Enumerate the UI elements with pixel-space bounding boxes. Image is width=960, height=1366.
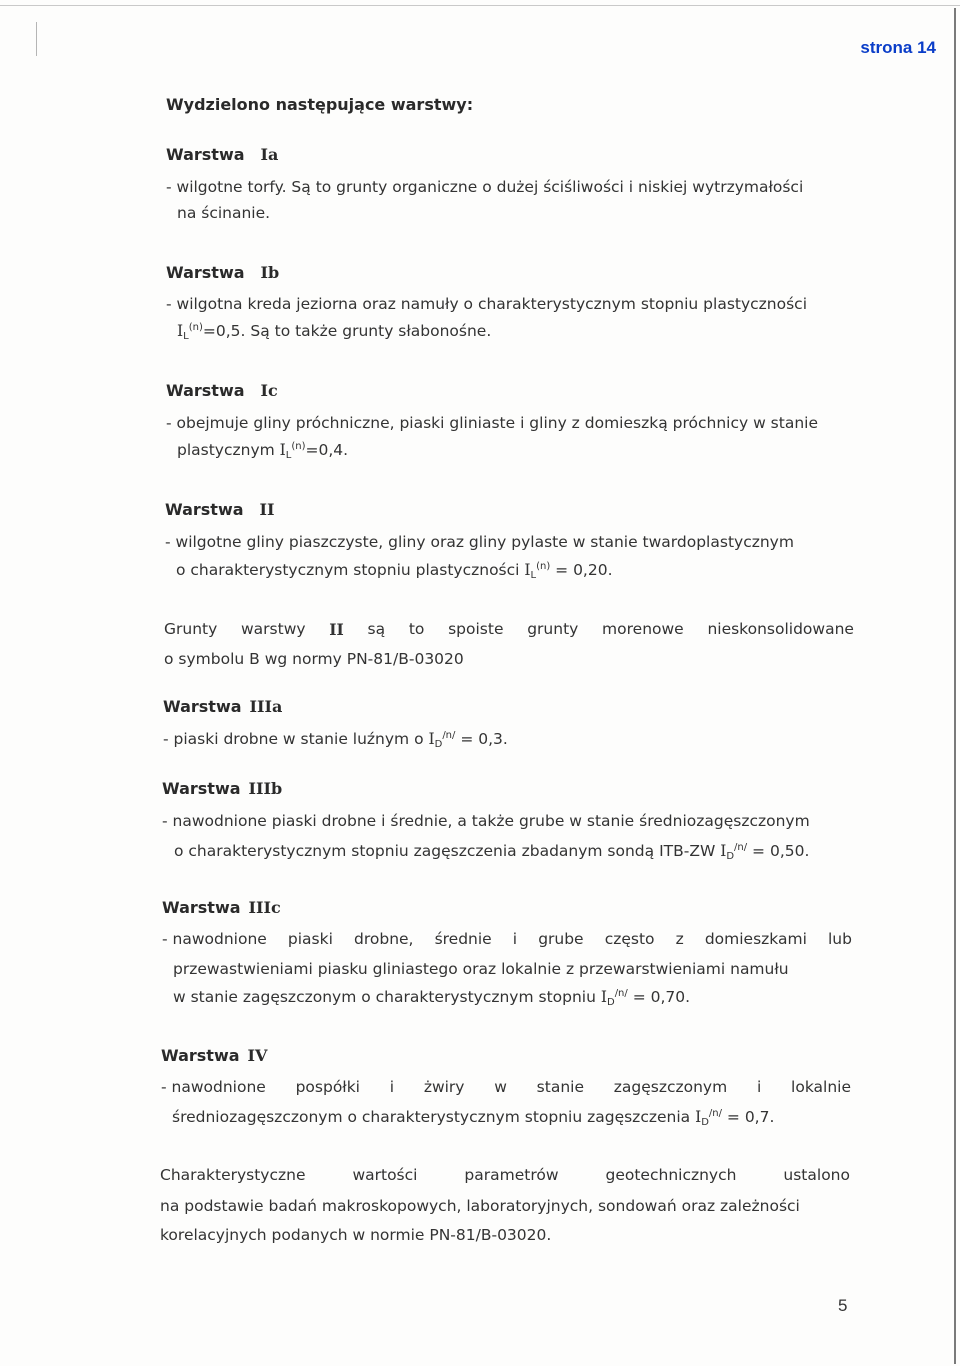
section-ic-line-1: - obejmuje gliny próchniczne, piaski gliniaste i gliny z domieszką próchnicy w stanie: [166, 414, 818, 432]
section-heading-ia: [166, 145, 278, 164]
density-index-formula: $I_D^{/n/}$: [428, 730, 456, 750]
summary-line-1: Charakterystyczne wartości parametrów geotechnicznych ustalono: [160, 1166, 850, 1184]
section-heading-iv: [161, 1046, 267, 1065]
plasticity-index-formula: $I_L^{(n)}$: [279, 441, 306, 461]
grunty-paragraph-line-1: Grunty warstwy II są to spoiste grunty morenowe nieskonsolidowane: [164, 620, 854, 639]
section-iiia-line-1: - piaski drobne w stanie luźnym o $I_D^{/n/} = 0,3$.: [163, 730, 508, 750]
section-heading-iiic: [162, 898, 281, 917]
page-right-border: [954, 8, 956, 1364]
section-iv-line-2: średniozagęszczonym o charakterystycznym stopniu zagęszczenia $I_D^{/n/} = 0,7$.: [172, 1108, 775, 1128]
section-iv-line-1: - nawodnione pospółki i żwiry w stanie zagęszczonym i lokalnie: [161, 1078, 851, 1096]
section-ib-line-2: $I_L^{(n)}=0,5$. Są to także grunty słabonośne.: [177, 322, 492, 342]
summary-line-2: na podstawie badań makroskopowych, laboratoryjnych, sondowań oraz zależności: [160, 1197, 800, 1215]
section-heading-ib: [166, 263, 279, 282]
heading-label: Warstwa: [162, 898, 241, 917]
heading-roman: IIIa: [249, 697, 283, 716]
heading-label: Warstwa: [166, 381, 245, 400]
section-heading-ii: [165, 500, 274, 519]
section-iiib-line-2: o charakterystycznym stopniu zagęszczenia zbadanym sondą ITB-ZW $I_D^{/n/} = 0,50$.: [174, 842, 810, 862]
density-index-formula: $I_D^{/n/}$: [695, 1108, 722, 1128]
heading-label: Warstwa: [161, 1046, 240, 1065]
heading-roman: Ib: [260, 263, 280, 282]
heading-roman: Ia: [260, 145, 279, 164]
page-number: 5: [838, 1296, 848, 1315]
heading-roman: Ic: [260, 381, 278, 400]
section-iiic-line-2: przewastwieniami piasku gliniastego oraz lokalnie z przewarstwieniami namułu: [173, 960, 789, 978]
heading-label: Warstwa: [166, 145, 245, 164]
heading-label: Warstwa: [162, 779, 241, 798]
section-heading-ic: [166, 381, 278, 400]
section-iiic-line-1: - nawodnione piaski drobne, średnie i grube często z domieszkami lub: [162, 930, 852, 948]
section-heading-iiib: [162, 779, 282, 798]
density-index-formula: $I_D^{/n/}$: [720, 842, 748, 862]
heading-roman: IIIc: [248, 898, 281, 917]
section-ic-line-2: plastycznym $I_L^{(n)}=0,4$.: [177, 441, 349, 461]
document-title: Wydzielono następujące warstwy:: [166, 95, 474, 114]
heading-label: Warstwa: [165, 500, 244, 519]
plasticity-index-formula: $I_L^{(n)}$: [524, 561, 551, 581]
heading-roman: II: [259, 500, 275, 519]
heading-label: Warstwa: [166, 263, 245, 282]
section-ia-line-2: na ścinanie.: [177, 204, 271, 222]
section-iiib-line-1: - nawodnione piaski drobne i średnie, a także grube w stanie średniozagęszczonym: [162, 812, 810, 830]
section-ii-line-1: - wilgotne gliny piaszczyste, gliny oraz gliny pylaste w stanie twardoplastycznym: [165, 533, 794, 551]
section-iiic-line-3: w stanie zagęszczonym o charakterystycznym stopniu $I_D^{/n/} = 0,70$.: [173, 988, 691, 1008]
heading-roman: IIIb: [248, 779, 283, 798]
grunty-paragraph-line-2: o symbolu B wg normy PN-81/B-03020: [164, 650, 464, 668]
scan-mark: [36, 22, 37, 56]
section-ib-line-1: - wilgotna kreda jeziorna oraz namuły o charakterystycznym stopniu plastyczności: [166, 295, 808, 313]
section-ia-line-1: - wilgotne torfy. Są to grunty organiczne o dużej ściśliwości i niskiej wytrzymałości: [166, 178, 804, 196]
plasticity-index-formula: $I_L^{(n)}$: [177, 322, 203, 342]
page-top-border: [0, 5, 960, 6]
section-heading-iiia: [163, 697, 282, 716]
heading-roman: IV: [247, 1046, 268, 1065]
section-ii-line-2: o charakterystycznym stopniu plastyczności $I_L^{(n)} = 0,20$.: [176, 561, 613, 581]
summary-line-3: korelacyjnych podanych w normie PN-81/B-03020.: [160, 1226, 552, 1244]
heading-label: Warstwa: [163, 697, 242, 716]
page-label: strona 14: [860, 38, 936, 57]
density-index-formula: $I_D^{/n/}$: [600, 988, 628, 1008]
